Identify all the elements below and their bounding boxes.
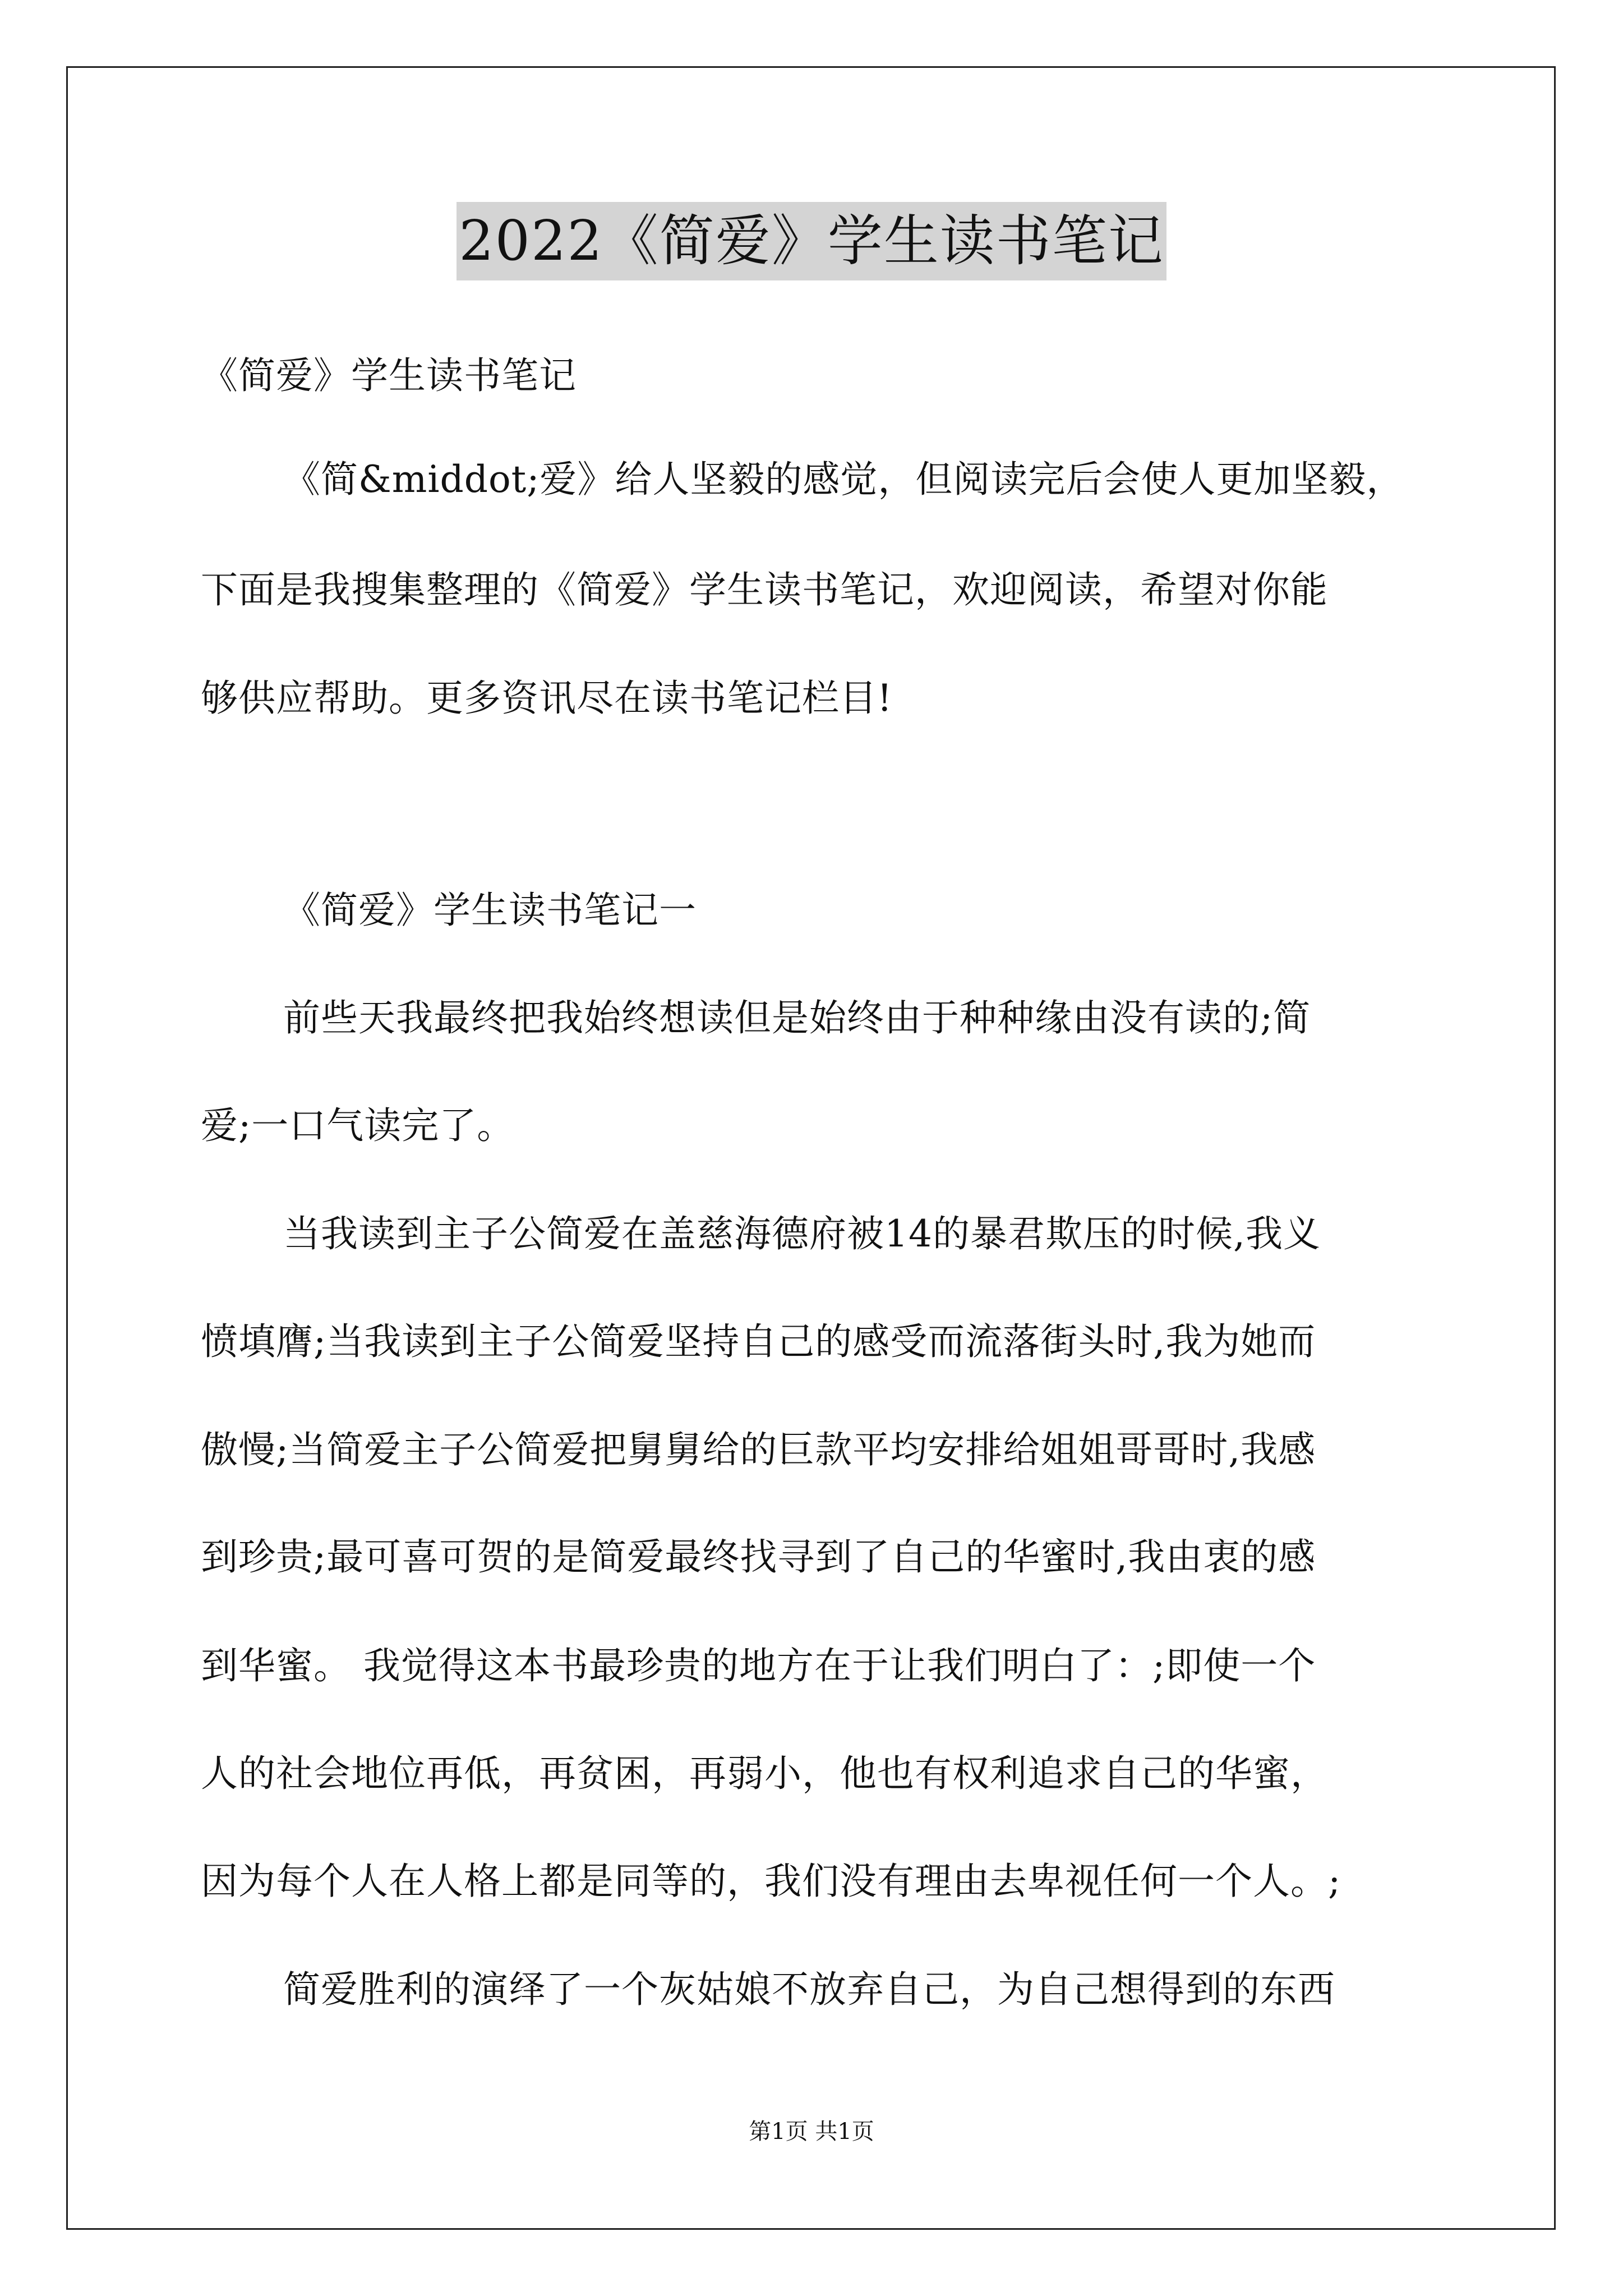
paragraph2-line-2: 愤填膺;当我读到主子公简爱坚持自己的感受而流落街头时,我为她而 [201, 1320, 1316, 1363]
intro-line-3: 够供应帮助。更多资讯尽在读书笔记栏目! [201, 677, 893, 720]
paragraph3-line-1: 简爱胜利的演绎了一个灰姑娘不放弃自己，为自己想得到的东西 [283, 1968, 1335, 2011]
page-footer: 第1页 共1页 [749, 2119, 874, 2145]
paragraph2-line-1: 当我读到主子公简爱在盖慈海德府被14的暴君欺压的时候,我义 [283, 1212, 1321, 1255]
paragraph2-line-4: 到珍贵;最可喜可贺的是简爱最终找寻到了自己的华蜜时,我由衷的感 [201, 1535, 1316, 1579]
paragraph1-line-1: 前些天我最终把我始终想读但是始终由于种种缘由没有读的;简 [283, 996, 1311, 1039]
paragraph2-line-3: 傲慢;当简爱主子公简爱把舅舅给的巨款平均安排给姐姐哥哥时,我感 [201, 1428, 1316, 1471]
paragraph1-line-2: 爱;一口气读完了。 [201, 1104, 515, 1147]
title-container [0, 202, 1623, 280]
intro-line-1: 《简&middot;爱》给人坚毅的感觉，但阅读完后会使人更加坚毅， [283, 458, 1404, 501]
document-title: 2022《简爱》学生读书笔记 [457, 202, 1166, 280]
paragraph2-line-7: 因为每个人在人格上都是同等的，我们没有理由去卑视任何一个人。; [201, 1860, 1341, 1903]
paragraph2-line-5: 到华蜜。 我觉得这本书最珍贵的地方在于让我们明白了：;即使一个 [201, 1644, 1316, 1687]
subtitle: 《简爱》学生读书笔记 [201, 354, 577, 397]
paragraph2-line-6: 人的社会地位再低，再贫困，再弱小，他也有权利追求自己的华蜜， [201, 1752, 1328, 1795]
intro-line-2: 下面是我搜集整理的《简爱》学生读书笔记，欢迎阅读，希望对你能 [201, 568, 1328, 611]
section-heading: 《简爱》学生读书笔记一 [283, 889, 697, 932]
